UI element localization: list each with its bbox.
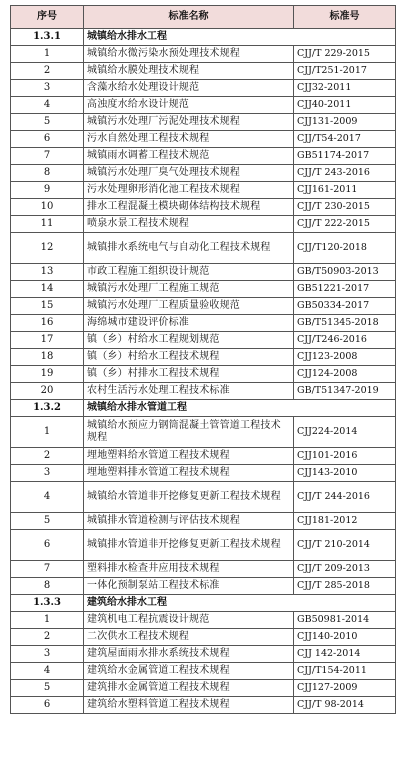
table-row — [11, 233, 396, 264]
standard-name: 埋地塑料排水管道工程技术规程 — [84, 465, 294, 482]
standard-code: CJJ/T251-2017 — [294, 63, 396, 80]
table-row — [11, 97, 396, 114]
section-number: 1.3.3 — [11, 595, 84, 612]
section-row — [11, 400, 396, 417]
row-number: 9 — [11, 182, 84, 199]
row-number: 4 — [11, 97, 84, 114]
standard-code: CJJ/T154-2011 — [294, 663, 396, 680]
standards-table — [10, 5, 396, 714]
standard-code: CJJ/T 229-2015 — [294, 46, 396, 63]
standard-code: CJJ/T 285-2018 — [294, 578, 396, 595]
table-row — [11, 482, 396, 513]
standard-code: CJJ/T 98-2014 — [294, 697, 396, 714]
standard-name: 城镇给水膜处理技术规程 — [84, 63, 294, 80]
table-row — [11, 298, 396, 315]
standard-name: 农村生活污水处理工程技术标准 — [84, 383, 294, 400]
table-row — [11, 114, 396, 131]
row-number: 4 — [11, 482, 84, 513]
standard-name: 市政工程施工组织设计规范 — [84, 264, 294, 281]
standard-code: CJJ/T 244-2016 — [294, 482, 396, 513]
table-row — [11, 578, 396, 595]
row-number: 7 — [11, 561, 84, 578]
standard-code: CJJ127-2009 — [294, 680, 396, 697]
standard-name: 城镇给水管道非开挖修复更新工程技术规程 — [84, 482, 294, 513]
row-number: 10 — [11, 199, 84, 216]
row-number: 3 — [11, 80, 84, 97]
row-number: 1 — [11, 612, 84, 629]
row-number: 3 — [11, 465, 84, 482]
standard-code: CJJ161-2011 — [294, 182, 396, 199]
section-number: 1.3.1 — [11, 29, 84, 46]
section-number: 1.3.2 — [11, 400, 84, 417]
standard-name: 城镇污水处理厂臭气处理技术规程 — [84, 165, 294, 182]
section-row — [11, 595, 396, 612]
table-row — [11, 561, 396, 578]
standard-code: CJJ224-2014 — [294, 417, 396, 448]
standard-code: GB/T50903-2013 — [294, 264, 396, 281]
table-row — [11, 264, 396, 281]
row-number: 2 — [11, 448, 84, 465]
standard-code: GB50334-2017 — [294, 298, 396, 315]
row-number: 13 — [11, 264, 84, 281]
table-row — [11, 131, 396, 148]
table-row — [11, 513, 396, 530]
table-row — [11, 80, 396, 97]
standard-name: 城镇排水管道检测与评估技术规程 — [84, 513, 294, 530]
table-header — [11, 6, 396, 29]
row-number: 8 — [11, 578, 84, 595]
row-number: 14 — [11, 281, 84, 298]
standard-code: CJJ/T 209-2013 — [294, 561, 396, 578]
standard-name: 城镇污水处理厂工程施工规范 — [84, 281, 294, 298]
standard-name: 高浊度水给水设计规范 — [84, 97, 294, 114]
standard-name: 排水工程混凝土模块砌体结构技术规程 — [84, 199, 294, 216]
header-no: 序号 — [11, 6, 84, 29]
table-row — [11, 383, 396, 400]
standard-name: 建筑给水金属管道工程技术规程 — [84, 663, 294, 680]
section-title: 城镇给水排水管道工程 — [84, 400, 396, 417]
header-code: 标准号 — [294, 6, 396, 29]
row-number: 16 — [11, 315, 84, 332]
standard-code: CJJ40-2011 — [294, 97, 396, 114]
standard-name: 海绵城市建设评价标准 — [84, 315, 294, 332]
row-number: 6 — [11, 131, 84, 148]
table-row — [11, 182, 396, 199]
table-row — [11, 148, 396, 165]
standard-name: 城镇污水处理厂工程质量验收规范 — [84, 298, 294, 315]
row-number: 3 — [11, 646, 84, 663]
table-row — [11, 680, 396, 697]
standard-name: 镇（乡）村给水工程规划规范 — [84, 332, 294, 349]
row-number: 20 — [11, 383, 84, 400]
standard-name: 城镇给水微污染水预处理技术规程 — [84, 46, 294, 63]
row-number: 11 — [11, 216, 84, 233]
standard-code: CJJ123-2008 — [294, 349, 396, 366]
table-row — [11, 281, 396, 298]
standard-code: GB51221-2017 — [294, 281, 396, 298]
standard-code: CJJ181-2012 — [294, 513, 396, 530]
section-title: 城镇给水排水工程 — [84, 29, 396, 46]
table-body — [11, 29, 396, 714]
standard-code: CJJ/T 210-2014 — [294, 530, 396, 561]
row-number: 17 — [11, 332, 84, 349]
standard-name: 埋地塑料给水管道工程技术规程 — [84, 448, 294, 465]
standard-code: CJJ/T 243-2016 — [294, 165, 396, 182]
table-row — [11, 165, 396, 182]
standard-name: 镇（乡）村排水工程技术规程 — [84, 366, 294, 383]
table-row — [11, 199, 396, 216]
table-row — [11, 349, 396, 366]
standard-code: CJJ101-2016 — [294, 448, 396, 465]
row-number: 2 — [11, 629, 84, 646]
standard-code: CJJ143-2010 — [294, 465, 396, 482]
row-number: 18 — [11, 349, 84, 366]
standard-name: 城镇排水管道非开挖修复更新工程技术规程 — [84, 530, 294, 561]
standard-name: 含藻水给水处理设计规范 — [84, 80, 294, 97]
row-number: 1 — [11, 417, 84, 448]
row-number: 5 — [11, 680, 84, 697]
standard-code: GB50981-2014 — [294, 612, 396, 629]
standard-code: GB/T51347-2019 — [294, 383, 396, 400]
standard-code: CJJ124-2008 — [294, 366, 396, 383]
table-row — [11, 417, 396, 448]
standard-name: 建筑屋面雨水排水系统技术规程 — [84, 646, 294, 663]
row-number: 7 — [11, 148, 84, 165]
standard-code: GB/T51345-2018 — [294, 315, 396, 332]
table-row — [11, 315, 396, 332]
table-row — [11, 697, 396, 714]
table-row — [11, 629, 396, 646]
standard-code: CJJ/T120-2018 — [294, 233, 396, 264]
standard-name: 一体化预制泵站工程技术标准 — [84, 578, 294, 595]
standard-name: 喷泉水景工程技术规程 — [84, 216, 294, 233]
table-row — [11, 63, 396, 80]
row-number: 2 — [11, 63, 84, 80]
row-number: 6 — [11, 697, 84, 714]
row-number: 5 — [11, 114, 84, 131]
standard-code: CJJ 142-2014 — [294, 646, 396, 663]
standard-name: 城镇给水预应力钢筒混凝土管管道工程技术规程 — [84, 417, 294, 448]
standard-code: CJJ32-2011 — [294, 80, 396, 97]
row-number: 15 — [11, 298, 84, 315]
standard-code: CJJ/T 230-2015 — [294, 199, 396, 216]
table-row — [11, 448, 396, 465]
standard-code: CJJ/T246-2016 — [294, 332, 396, 349]
standard-name: 污水处理卵形消化池工程技术规程 — [84, 182, 294, 199]
table-row — [11, 612, 396, 629]
standard-name: 建筑给水塑料管道工程技术规程 — [84, 697, 294, 714]
standard-code: CJJ140-2010 — [294, 629, 396, 646]
standard-name: 镇（乡）村给水工程技术规程 — [84, 349, 294, 366]
standard-name: 城镇污水处理厂污泥处理技术规程 — [84, 114, 294, 131]
table-row — [11, 46, 396, 63]
row-number: 12 — [11, 233, 84, 264]
standard-code: CJJ/T 222-2015 — [294, 216, 396, 233]
table-row — [11, 332, 396, 349]
row-number: 8 — [11, 165, 84, 182]
standard-name: 建筑机电工程抗震设计规范 — [84, 612, 294, 629]
standard-code: GB51174-2017 — [294, 148, 396, 165]
table-row — [11, 646, 396, 663]
row-number: 5 — [11, 513, 84, 530]
standard-name: 建筑排水金属管道工程技术规程 — [84, 680, 294, 697]
standard-name: 污水自然处理工程技术规程 — [84, 131, 294, 148]
table-row — [11, 366, 396, 383]
header-name: 标准名称 — [84, 6, 294, 29]
standard-code: CJJ131-2009 — [294, 114, 396, 131]
table-row — [11, 465, 396, 482]
table-row — [11, 216, 396, 233]
standard-code: CJJ/T54-2017 — [294, 131, 396, 148]
section-row — [11, 29, 396, 46]
standard-name: 城镇排水系统电气与自动化工程技术规程 — [84, 233, 294, 264]
standard-name: 二次供水工程技术规程 — [84, 629, 294, 646]
standard-name: 城镇雨水调蓄工程技术规范 — [84, 148, 294, 165]
table-row — [11, 530, 396, 561]
row-number: 19 — [11, 366, 84, 383]
standard-name: 塑料排水检查井应用技术规程 — [84, 561, 294, 578]
row-number: 1 — [11, 46, 84, 63]
table-row — [11, 663, 396, 680]
section-title: 建筑给水排水工程 — [84, 595, 396, 612]
row-number: 6 — [11, 530, 84, 561]
row-number: 4 — [11, 663, 84, 680]
